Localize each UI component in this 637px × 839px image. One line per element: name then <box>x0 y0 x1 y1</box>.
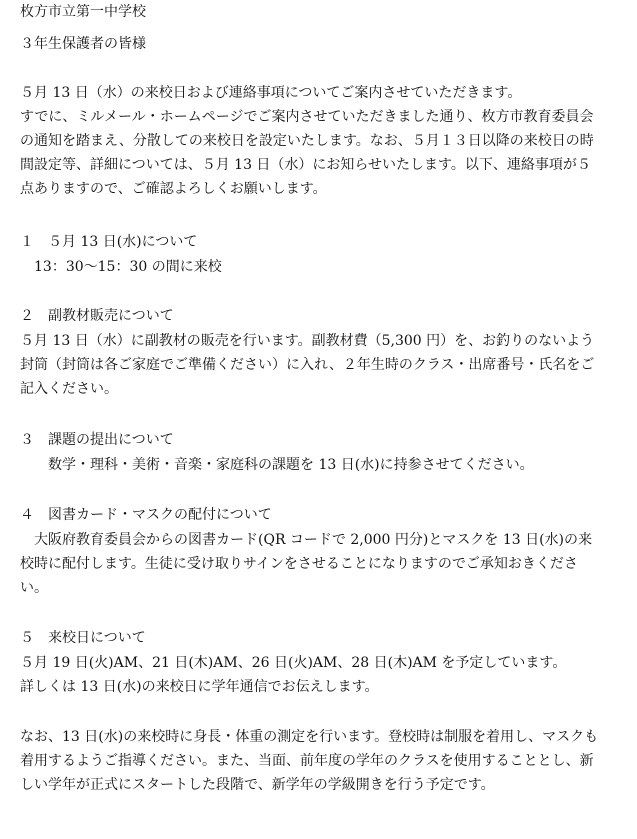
section-3-heading: ３ 課題の提出について <box>20 432 174 448</box>
section-4-text: い。 <box>20 580 48 596</box>
section-3-text: 数学・理科・美術・音楽・家庭科の課題を 13 日(水)に持参させてください。 <box>48 457 534 473</box>
recipient: ３年生保護者の皆様 <box>20 36 146 52</box>
section-2-heading: ２ 副教材販売について <box>20 308 174 324</box>
closing-line: なお、13 日(水)の来校時に身長・体重の測定を行います。登校時は制服を着用し、マスクも <box>20 729 599 745</box>
section-2-text: ５月 13 日（水）に副教材の販売を行います。副教材費（5,300 円）を、お釣りのないよう <box>20 333 595 349</box>
section-5-text: ５月 19 日(火)AM、21 日(木)AM、26 日(火)AM、28 日(木)AM を予定しています。 <box>20 655 567 671</box>
section-1-heading: １ ５月 13 日(水)について <box>20 234 198 250</box>
section-5-heading: ５ 来校日について <box>20 630 146 646</box>
school-name: 枚方市立第一中学校 <box>20 4 146 20</box>
closing-line: 着用するようご指導ください。また、当面、前年度の学年のクラスを使用することとし、新 <box>20 753 594 769</box>
section-4-text: 校時に配付します。生徒に受け取りサインをさせることになりますのでご承知おきくださ <box>20 556 578 572</box>
section-5-text: 詳しくは 13 日(水)の来校日に学年通信でお伝えします。 <box>20 679 379 695</box>
section-2-text: 封筒（封筒は各ご家庭でご準備ください）に入れ、２年生時のクラス・出席番号・氏名をご <box>20 357 595 373</box>
section-4-text: 大阪府教育委員会からの図書カード(QR コードで 2,000 円分)とマスクを 13 日(水)の来 <box>34 532 593 548</box>
intro-line: すでに、ミルメール・ホームページでご案内させていただきました通り、枚方市教育委員会 <box>20 109 594 125</box>
intro-line: 間設定等、詳細については、５月 13 日（水）にお知らせいたします。以下、連絡事項が５ <box>20 157 591 173</box>
section-4-heading: ４ 図書カード・マスクの配付について <box>20 507 272 523</box>
section-1-text: 13：30～15：30 の間に来校 <box>34 259 222 275</box>
intro-line: の通知を踏まえ、分散しての来校日を設定いたします。なお、５月１３日以降の来校日の時 <box>20 133 594 149</box>
section-2-text: 記入ください。 <box>20 381 118 397</box>
intro-line: ５月 13 日（水）の来校日および連絡事項についてご案内させていただきます。 <box>20 85 522 101</box>
closing-line: しい学年が正式にスタートした段階で、新学年の学級開きを行う予定です。 <box>20 777 495 793</box>
intro-line: 点ありますので、ご確認よろしくお願いします。 <box>20 181 327 197</box>
